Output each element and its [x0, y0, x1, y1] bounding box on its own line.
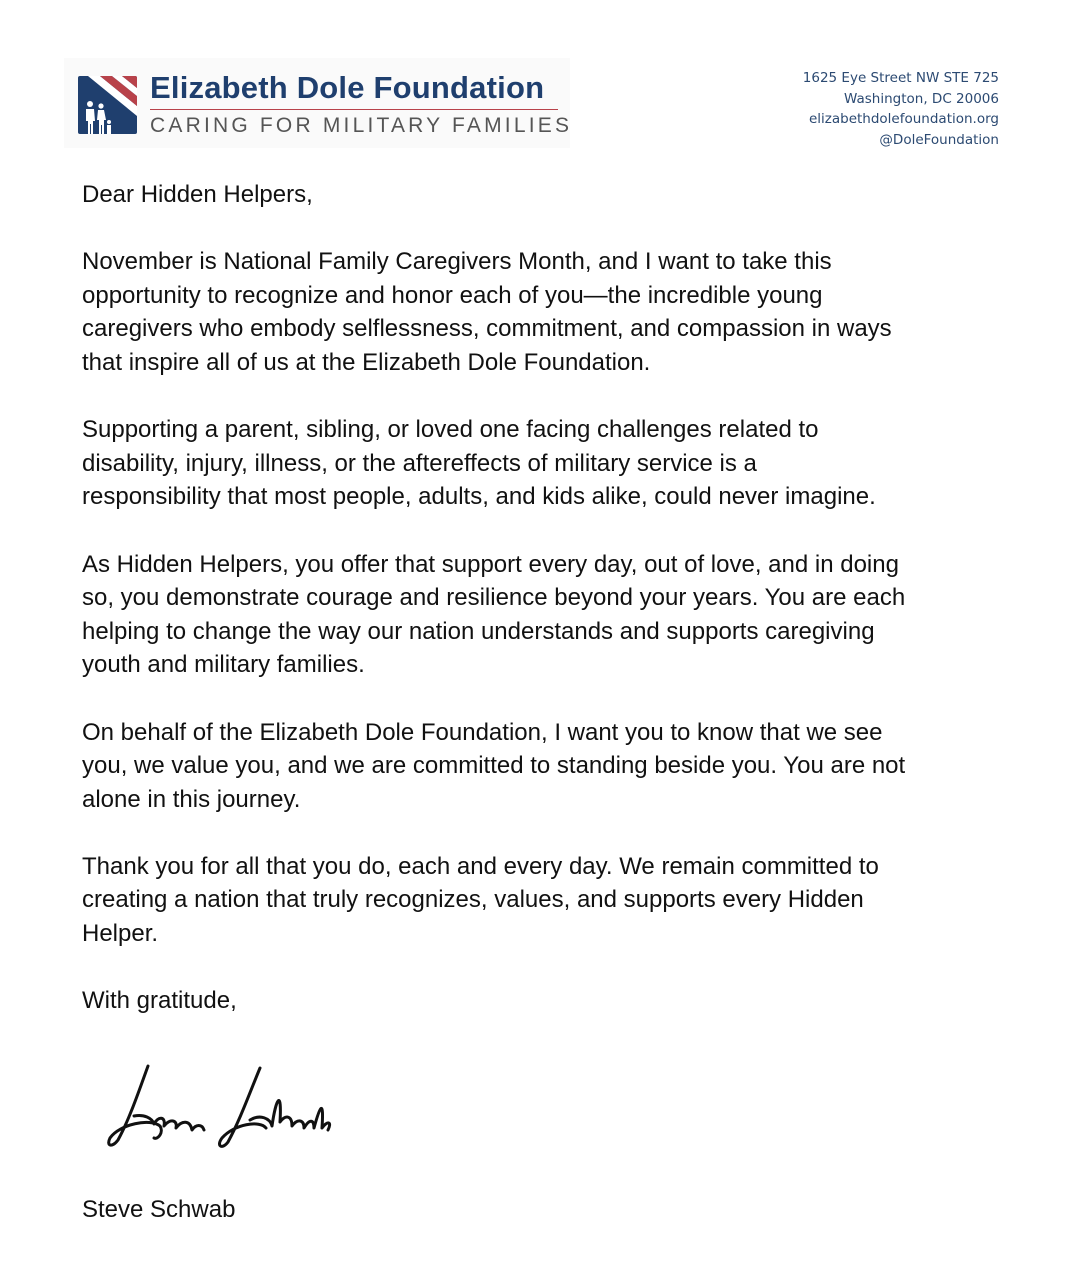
paragraph [82, 850, 905, 951]
website: elizabethdolefoundation.org [808, 111, 999, 127]
social-handle: @DoleFoundation [879, 131, 999, 148]
closing: With gratitude, [82, 987, 237, 1015]
text-line: Helper. [82, 920, 159, 948]
text-line: responsibility that most people, adults, and kids alike, could never imagine. [82, 483, 876, 511]
text-line: Supporting a parent, sibling, or loved one facing challenges related to [82, 416, 819, 444]
street-address: 1625 Eye Street NW STE 725 [802, 70, 999, 86]
text-line: alone in this journey. [82, 785, 301, 813]
text-line: disability, injury, illness, or the aftereffects of military service is a [82, 449, 757, 477]
address-block [803, 68, 999, 150]
paragraph [82, 245, 905, 379]
text-line: you, we value you, and we are committed to standing beside you. You are not [82, 752, 906, 780]
text-line: creating a nation that truly recognizes, values, and supports every Hidden [82, 886, 864, 914]
text-line: November is National Family Caregivers Month, and I want to take this [82, 248, 832, 276]
text-line: Thank you for all that you do, each and every day. We remain committed to [82, 852, 879, 880]
city-state-zip: Washington, DC 20006 [844, 90, 999, 107]
text-line: As Hidden Helpers, you offer that support every day, out of love, and in doing [82, 550, 899, 578]
text-line: caregivers who embody selflessness, commitment, and compassion in ways [82, 315, 892, 343]
text-line: On behalf of the Elizabeth Dole Foundation, I want you to know that we see [82, 718, 883, 746]
paragraph [82, 548, 905, 682]
text-line: so, you demonstrate courage and resilience beyond your years. You are each [82, 584, 906, 612]
text-line: opportunity to recognize and honor each of you—the incredible young [82, 281, 823, 309]
text-line: youth and military families. [82, 651, 365, 679]
paragraph [82, 413, 905, 514]
text-line: helping to change the way our nation understands and supports caregiving [82, 617, 875, 645]
family-flag-icon [78, 76, 137, 134]
org-name: Elizabeth Dole Foundation [150, 70, 545, 105]
handwritten-signature [100, 1058, 340, 1153]
foundation-logo [64, 58, 573, 148]
salutation: Dear Hidden Helpers, [82, 181, 313, 208]
logo-divider [150, 109, 558, 110]
paragraph [82, 716, 905, 817]
org-tagline: CARING FOR MILITARY FAMILIES [150, 114, 573, 137]
letter-body [82, 178, 905, 1018]
signer-name: Steve Schwab [82, 1196, 236, 1223]
text-line: that inspire all of us at the Elizabeth Dole Foundation. [82, 348, 651, 376]
